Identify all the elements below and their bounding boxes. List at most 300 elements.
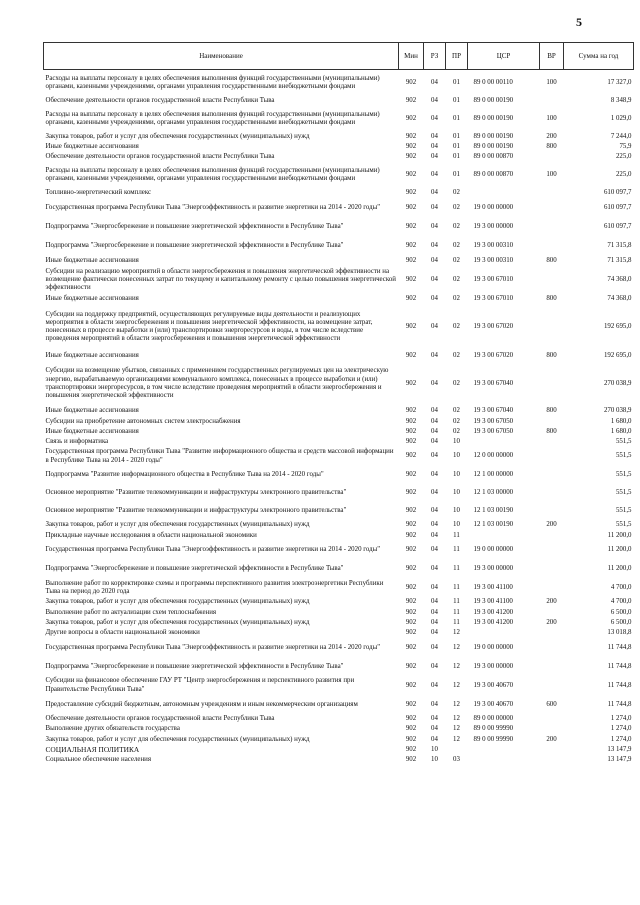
cell-rz: 04	[431, 96, 438, 104]
cell-rz: 04	[431, 735, 438, 743]
cell-sum: 551,5	[615, 452, 632, 460]
cell-name: Иные бюджетные ассигнования	[45, 294, 139, 302]
cell-csr: 19 3 00 00000	[473, 222, 514, 230]
cell-min: 902	[405, 681, 417, 689]
cell-sum: 4 700,0	[610, 598, 632, 606]
cell-pr: 02	[453, 427, 460, 435]
cell-vr	[540, 417, 564, 427]
header-name: Наименование	[44, 43, 399, 70]
cell-vr	[540, 676, 564, 695]
cell-vr	[540, 579, 564, 597]
cell-sum: 11 200,0	[607, 565, 632, 573]
cell-sum: 192 695,0	[603, 352, 632, 360]
cell-name: Топливно-энергетический комплекс	[45, 189, 152, 197]
cell-vr	[540, 755, 564, 765]
cell-pr: 11	[453, 565, 460, 573]
cell-vr	[540, 437, 564, 447]
cell-csr: 89 0 00 00190	[473, 114, 514, 122]
cell-pr: 02	[453, 189, 460, 197]
cell-sum: 74 368,0	[607, 294, 632, 302]
cell-min: 902	[405, 114, 417, 122]
cell-pr: 10	[453, 438, 460, 446]
cell-rz: 04	[431, 643, 438, 651]
cell-name: Государственная программа Республики Тыва "Энергоэффективность и развитие энергетики на 2014 - 2020 годы"	[45, 643, 381, 651]
cell-csr: 19 0 00 00000	[473, 203, 514, 211]
cell-csr	[468, 755, 540, 765]
cell-csr: 19 0 00 00000	[473, 643, 514, 651]
cell-vr: 200	[546, 618, 557, 626]
cell-csr: 12 0 00 00000	[473, 452, 514, 460]
cell-min: 902	[405, 452, 417, 460]
cell-pr: 02	[453, 323, 460, 331]
cell-rz: 04	[431, 725, 438, 733]
cell-rz: 04	[431, 565, 438, 573]
table-row	[44, 70, 634, 96]
cell-sum: 225,0	[615, 153, 632, 161]
cell-sum: 4 700,0	[610, 584, 632, 592]
cell-min: 902	[405, 203, 417, 211]
cell-vr: 200	[546, 735, 557, 743]
cell-min: 902	[405, 628, 417, 636]
cell-sum: 610 097,7	[603, 222, 632, 230]
cell-vr: 800	[546, 352, 557, 360]
header-sum: Сумма на год	[564, 43, 634, 70]
cell-sum: 6 500,0	[610, 618, 632, 626]
cell-min: 902	[405, 222, 417, 230]
cell-vr	[540, 638, 564, 657]
cell-pr: 11	[453, 546, 460, 554]
cell-rz: 04	[431, 417, 438, 425]
cell-rz: 04	[431, 715, 438, 723]
cell-csr: 19 3 00 41200	[473, 608, 514, 616]
cell-vr	[540, 237, 564, 256]
cell-min: 902	[405, 96, 417, 104]
cell-name: Расходы на выплаты персоналу в целях обеспечения выполнения функций государственными (муниципальными) органами, казенными учреждениями, органами управления государственными внебюджетными фондами	[45, 167, 380, 183]
cell-csr: 89 0 00 00870	[473, 153, 514, 161]
cell-rz: 04	[431, 171, 438, 179]
cell-csr: 19 3 00 67040	[473, 379, 514, 387]
cell-vr: 800	[546, 142, 557, 150]
cell-name: Подпрограмма "Энергосбережение и повышение энергетической эффективности в Республике Тыва"	[45, 565, 344, 573]
cell-min: 902	[405, 379, 417, 387]
cell-min: 902	[405, 506, 417, 514]
cell-sum: 225,0	[615, 171, 632, 179]
cell-sum: 11 200,0	[607, 546, 632, 554]
cell-vr: 100	[546, 114, 557, 122]
cell-pr: 10	[453, 470, 460, 478]
cell-csr	[468, 628, 540, 638]
cell-name: Подпрограмма "Энергосбережение и повышение энергетической эффективности в Республике Тыва"	[45, 662, 344, 670]
cell-rz: 04	[431, 294, 438, 302]
cell-pr: 10	[453, 521, 460, 529]
cell-name: Иные бюджетные ассигнования	[45, 407, 139, 415]
cell-rz: 04	[431, 153, 438, 161]
table-row	[44, 417, 634, 427]
cell-min: 902	[405, 352, 417, 360]
cell-vr	[540, 628, 564, 638]
table-row	[44, 142, 634, 152]
cell-min: 902	[405, 662, 417, 670]
cell-sum: 6 500,0	[610, 608, 632, 616]
cell-csr: 19 3 00 67020	[473, 352, 514, 360]
cell-name: Субсидии на возмещение убытков, связанных с применением государственных регулируемых цен на электрическую энергию, вырабатываемую организациями коммунального комплекса, понесенных в процессе выработки и (или) транспортировки энергоресурсов, в том числе вследствие проведения мероприятий в области энергосбережения и повышения энергетической эффективности	[45, 367, 389, 399]
header-csr: ЦСР	[468, 43, 540, 70]
cell-sum: 551,5	[615, 521, 632, 529]
cell-name: Прикладные научные исследования в области национальной экономики	[45, 531, 257, 539]
cell-name: СОЦИАЛЬНАЯ ПОЛИТИКА	[45, 744, 140, 754]
cell-min: 902	[405, 294, 417, 302]
cell-min: 902	[405, 407, 417, 415]
cell-name: Основное мероприятие "Развитие телекоммуникации и инфраструктуры электронного правительства"	[45, 506, 347, 514]
cell-pr: 10	[453, 452, 460, 460]
cell-rz: 04	[431, 584, 438, 592]
cell-sum: 11 744,8	[607, 681, 632, 689]
page-number: 5	[576, 15, 582, 29]
cell-pr: 01	[453, 78, 460, 86]
cell-csr: 19 3 00 67050	[473, 417, 514, 425]
cell-vr: 100	[546, 171, 557, 179]
cell-pr: 02	[453, 417, 460, 425]
cell-min: 902	[405, 171, 417, 179]
cell-min: 902	[405, 488, 417, 496]
cell-min: 902	[405, 565, 417, 573]
table-row	[44, 735, 634, 745]
cell-rz: 04	[431, 241, 438, 249]
cell-pr: 02	[453, 352, 460, 360]
table-row	[44, 267, 634, 294]
cell-rz: 04	[431, 628, 438, 636]
cell-pr: 02	[453, 294, 460, 302]
cell-sum: 13 147,9	[607, 745, 632, 753]
cell-rz: 04	[431, 598, 438, 606]
cell-csr: 89 0 00 00190	[473, 96, 514, 104]
cell-csr: 12 1 03 00190	[473, 506, 514, 514]
table-header-row	[44, 43, 634, 70]
cell-name: Подпрограмма "Развитие информационного общества в Республике Тыва на 2014 - 2020 годы"	[45, 470, 324, 478]
cell-csr: 19 3 00 41100	[473, 584, 513, 592]
cell-rz: 04	[431, 352, 438, 360]
cell-sum: 270 038,9	[603, 407, 632, 415]
cell-pr: 11	[453, 618, 460, 626]
table-row	[44, 199, 634, 218]
cell-min: 902	[405, 417, 417, 425]
cell-name: Субсидии на финансовое обеспечение ГАУ РТ "Центр энергосбережения и перспективного развития при Правительстве Республики Тыва"	[45, 677, 355, 693]
cell-min: 902	[405, 521, 417, 529]
cell-sum: 551,5	[615, 488, 632, 496]
cell-rz: 04	[431, 203, 438, 211]
cell-sum: 1 680,0	[610, 427, 632, 435]
cell-name: Закупка товаров, работ и услуг для обеспечения государственных (муниципальных) нужд	[45, 618, 310, 626]
cell-csr: 19 3 00 67050	[473, 427, 514, 435]
cell-rz: 04	[431, 222, 438, 230]
cell-sum: 610 097,7	[603, 203, 632, 211]
table-row	[44, 597, 634, 607]
cell-sum: 1 274,0	[610, 725, 632, 733]
table-row	[44, 351, 634, 362]
cell-min: 902	[405, 275, 417, 283]
table-row	[44, 466, 634, 484]
cell-vr: 800	[546, 294, 557, 302]
cell-min: 902	[405, 142, 417, 150]
cell-sum: 11 744,8	[607, 700, 632, 708]
cell-sum: 11 744,8	[607, 643, 632, 651]
cell-csr: 19 3 00 67010	[473, 294, 514, 302]
cell-min: 902	[405, 735, 417, 743]
table-row	[44, 162, 634, 188]
cell-name: Субсидии на реализацию мероприятий в области энергосбережения и повышения энергетической эффективности на возмещение фактически понесенных затрат по текущему и капитальному ремонту с целью повышения энергетической эффективности	[45, 267, 396, 292]
table-row	[44, 638, 634, 657]
cell-rz: 04	[431, 452, 438, 460]
cell-csr	[468, 437, 540, 447]
cell-name: Закупка товаров, работ и услуг для обеспечения государственных (муниципальных) нужд	[45, 598, 310, 606]
cell-sum: 11 200,0	[607, 531, 632, 539]
cell-pr: 01	[453, 96, 460, 104]
cell-pr: 01	[453, 142, 460, 150]
cell-rz: 04	[431, 407, 438, 415]
cell-sum: 192 695,0	[603, 323, 632, 331]
header-vr: ВР	[540, 43, 564, 70]
cell-name: Закупка товаров, работ и услуг для обеспечения государственных (муниципальных) нужд	[45, 521, 310, 529]
table-row	[44, 447, 634, 465]
cell-min: 902	[405, 715, 417, 723]
cell-sum: 71 315,8	[607, 241, 632, 249]
table-row	[44, 520, 634, 531]
cell-sum: 1 029,0	[610, 114, 632, 122]
cell-name: Выполнение работ по актуализации схем теплоснабжения	[45, 608, 217, 616]
cell-sum: 610 097,7	[603, 189, 632, 197]
table-row	[44, 188, 634, 198]
cell-min: 902	[405, 598, 417, 606]
cell-pr: 02	[453, 379, 460, 387]
cell-min: 902	[405, 546, 417, 554]
cell-sum: 75,9	[619, 142, 632, 150]
cell-rz: 04	[431, 323, 438, 331]
cell-rz: 04	[431, 275, 438, 283]
cell-name: Закупка товаров, работ и услуг для обеспечения государственных (муниципальных) нужд	[45, 735, 310, 743]
cell-min: 902	[405, 256, 417, 264]
cell-vr	[540, 484, 564, 502]
cell-csr	[468, 531, 540, 541]
cell-pr: 12	[453, 662, 460, 670]
table-row	[44, 608, 634, 618]
table-row	[44, 714, 634, 724]
cell-pr: 12	[453, 735, 460, 743]
table-row	[44, 676, 634, 695]
cell-pr: 02	[453, 256, 460, 264]
cell-pr: 02	[453, 203, 460, 211]
cell-pr: 11	[453, 531, 460, 539]
cell-csr: 12 1 03 00000	[473, 488, 514, 496]
cell-csr: 19 3 00 00000	[473, 662, 514, 670]
cell-pr: 12	[453, 681, 460, 689]
cell-vr	[540, 608, 564, 618]
cell-csr: 89 0 00 00190	[473, 142, 514, 150]
cell-pr: 03	[453, 755, 460, 763]
cell-csr: 89 0 00 00870	[473, 171, 514, 179]
table-row	[44, 106, 634, 132]
cell-name: Государственная программа Республики Тыва "Энергоэффективность и развитие энергетики на 2014 - 2020 годы"	[45, 203, 381, 211]
cell-name: Подпрограмма "Энергосбережение и повышение энергетической эффективности в Республике Тыва"	[45, 222, 344, 230]
cell-sum: 551,5	[615, 506, 632, 514]
cell-rz: 04	[431, 438, 438, 446]
cell-sum: 270 038,9	[603, 379, 632, 387]
cell-rz: 04	[431, 546, 438, 554]
cell-min: 902	[405, 618, 417, 626]
cell-sum: 1 274,0	[610, 735, 632, 743]
cell-name: Подпрограмма "Энергосбережение и повышение энергетической эффективности в Республике Тыва"	[45, 241, 344, 249]
cell-csr: 12 1 00 00000	[473, 470, 514, 478]
cell-vr: 800	[546, 427, 557, 435]
cell-csr	[468, 745, 540, 755]
cell-name: Основное мероприятие "Развитие телекоммуникации и инфраструктуры электронного правительства"	[45, 488, 347, 496]
cell-min: 902	[405, 241, 417, 249]
cell-min: 902	[405, 745, 417, 753]
cell-pr: 10	[453, 488, 460, 496]
cell-rz: 04	[431, 608, 438, 616]
cell-name: Субсидии на поддержку предприятий, осуществляющих регулируемые виды деятельности и реализующих мероприятия в области энергосбережения и повышения энергетической эффективности, на возмещение затрат, понесенных в процессе выработки и (или) транспортировки энергоресурсов и воды, в том числе вследствие проведения мероприятий в области энергосбережения и повышения энергетической эффективности	[45, 310, 373, 343]
cell-name: Иные бюджетные ассигнования	[45, 427, 139, 435]
cell-name: Социальное обеспечение населения	[45, 755, 152, 763]
cell-min: 902	[405, 153, 417, 161]
cell-sum: 7 244,0	[610, 132, 632, 140]
table-row	[44, 152, 634, 162]
cell-rz: 04	[431, 681, 438, 689]
cell-vr: 200	[546, 521, 557, 529]
table-row	[44, 695, 634, 714]
header-pr: ПР	[446, 43, 468, 70]
table-row	[44, 745, 634, 755]
cell-rz: 04	[431, 662, 438, 670]
cell-name: Обеспечение деятельности органов государственной власти Республики Тыва	[45, 715, 275, 723]
cell-name: Государственная программа Республики Тыва "Энергоэффективность и развитие энергетики на 2014 - 2020 годы"	[45, 546, 381, 554]
cell-name: Обеспечение деятельности органов государственной власти Республики Тыва	[45, 96, 275, 104]
cell-vr: 200	[546, 598, 557, 606]
cell-rz: 04	[431, 488, 438, 496]
table-row	[44, 579, 634, 597]
cell-vr	[540, 152, 564, 162]
cell-min: 902	[405, 608, 417, 616]
cell-rz: 04	[431, 114, 438, 122]
cell-pr: 11	[453, 584, 460, 592]
cell-name: Обеспечение деятельности органов государственной власти Республики Тыва	[45, 153, 275, 161]
table-row	[44, 502, 634, 520]
cell-pr: 01	[453, 132, 460, 140]
cell-vr	[540, 199, 564, 218]
cell-csr: 89 0 00 00110	[473, 78, 513, 86]
cell-csr	[468, 188, 540, 198]
cell-rz: 04	[431, 132, 438, 140]
cell-sum: 13 147,9	[607, 755, 632, 763]
cell-pr: 01	[453, 153, 460, 161]
cell-sum: 1 680,0	[610, 417, 632, 425]
table-row	[44, 96, 634, 106]
table-body	[44, 70, 634, 766]
cell-pr: 12	[453, 700, 460, 708]
cell-min: 902	[405, 700, 417, 708]
table-row	[44, 256, 634, 267]
cell-vr	[540, 541, 564, 560]
cell-pr: 01	[453, 114, 460, 122]
cell-vr	[540, 657, 564, 676]
cell-sum: 13 018,8	[607, 628, 632, 636]
cell-pr	[446, 745, 468, 755]
cell-name: Связь и информатика	[45, 438, 109, 446]
table-row	[44, 304, 634, 351]
cell-pr: 10	[453, 506, 460, 514]
cell-pr: 12	[453, 643, 460, 651]
table-row	[44, 294, 634, 304]
cell-vr	[540, 267, 564, 294]
cell-csr: 19 3 00 41200	[473, 618, 514, 626]
cell-rz: 04	[431, 531, 438, 539]
cell-vr	[540, 745, 564, 755]
cell-name: Расходы на выплаты персоналу в целях обеспечения выполнения функций государственными (муниципальными) органами, казенными учреждениями, органами управления государственными внебюджетными фондами	[45, 110, 380, 126]
cell-rz: 04	[431, 189, 438, 197]
cell-vr: 200	[546, 132, 557, 140]
cell-sum: 551,5	[615, 438, 632, 446]
cell-csr: 19 3 00 67010	[473, 275, 514, 283]
table-row	[44, 362, 634, 406]
cell-vr: 600	[546, 700, 557, 708]
budget-table	[43, 42, 634, 765]
cell-csr: 19 3 00 41100	[473, 598, 513, 606]
cell-min: 902	[405, 438, 417, 446]
table-row	[44, 628, 634, 638]
cell-name: Выполнение работ по корректировке схемы и программы перспективного развития электроэнергетики Республики Тыва на период до 2020 года	[45, 579, 384, 596]
cell-vr: 800	[546, 256, 557, 264]
cell-sum: 71 315,8	[607, 256, 632, 264]
cell-pr: 01	[453, 171, 460, 179]
cell-min: 902	[405, 323, 417, 331]
cell-rz: 04	[431, 142, 438, 150]
cell-name: Иные бюджетные ассигнования	[45, 352, 139, 360]
table-row	[44, 484, 634, 502]
cell-rz: 04	[431, 700, 438, 708]
table-row	[44, 657, 634, 676]
cell-sum: 8 348,9	[610, 96, 632, 104]
cell-pr: 12	[453, 628, 460, 636]
cell-rz: 04	[431, 470, 438, 478]
cell-pr: 02	[453, 222, 460, 230]
cell-min: 902	[405, 132, 417, 140]
cell-vr	[540, 362, 564, 406]
cell-csr: 89 0 00 99990	[473, 725, 514, 733]
table-row	[44, 132, 634, 142]
cell-vr	[540, 218, 564, 237]
cell-min: 902	[405, 643, 417, 651]
cell-vr: 100	[546, 78, 557, 86]
cell-min: 902	[405, 725, 417, 733]
cell-csr: 19 3 00 00310	[473, 241, 514, 249]
cell-csr: 12 1 03 00190	[473, 521, 514, 529]
cell-pr: 02	[453, 407, 460, 415]
cell-min: 902	[405, 189, 417, 197]
table-row	[44, 406, 634, 417]
cell-csr: 89 0 00 00000	[473, 715, 514, 723]
cell-vr	[540, 466, 564, 484]
cell-sum: 1 274,0	[610, 715, 632, 723]
cell-name: Иные бюджетные ассигнования	[45, 142, 139, 150]
cell-min: 902	[405, 78, 417, 86]
cell-pr: 02	[453, 241, 460, 249]
cell-rz: 04	[431, 427, 438, 435]
cell-csr: 19 3 00 00000	[473, 565, 514, 573]
cell-csr: 89 0 00 99990	[473, 735, 514, 743]
cell-name: Другие вопросы в области национальной экономики	[45, 628, 200, 636]
cell-rz: 04	[431, 618, 438, 626]
cell-min: 902	[405, 470, 417, 478]
header-rz: РЗ	[424, 43, 446, 70]
